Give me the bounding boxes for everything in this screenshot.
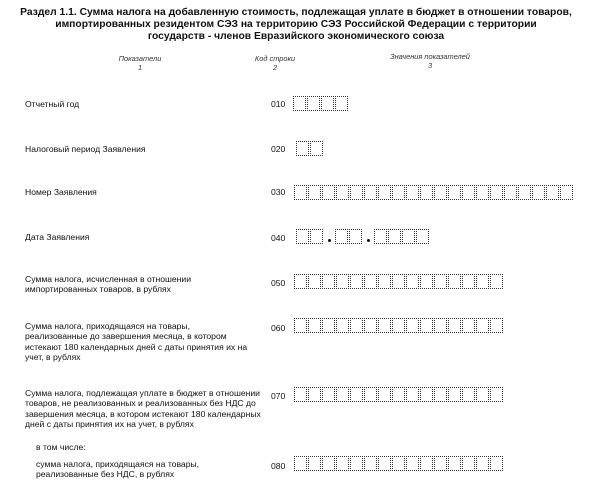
input-cell[interactable] xyxy=(308,274,321,289)
input-cell[interactable] xyxy=(336,185,349,200)
input-cell[interactable] xyxy=(308,456,321,471)
input-cell[interactable] xyxy=(490,274,503,289)
input-cell[interactable] xyxy=(364,185,377,200)
input-cell[interactable] xyxy=(406,456,419,471)
input-cell[interactable] xyxy=(490,387,503,402)
row-label-line: Номер Заявления xyxy=(25,187,97,197)
input-cell[interactable] xyxy=(335,96,348,111)
input-cell[interactable] xyxy=(546,185,559,200)
input-cell[interactable] xyxy=(476,318,489,333)
input-cell[interactable] xyxy=(378,387,391,402)
input-cell[interactable] xyxy=(364,387,377,402)
column-header-indicators xyxy=(100,54,180,72)
input-cell[interactable] xyxy=(448,387,461,402)
input-cell[interactable] xyxy=(296,141,309,156)
input-cell[interactable] xyxy=(434,387,447,402)
section-title-line-1: Раздел 1.1. Сумма налога на добавленную стоимость, подлежащая уплате в бюджет в отношении товаров, xyxy=(20,7,572,18)
row-label-tax-period xyxy=(25,144,146,154)
input-cell[interactable] xyxy=(420,274,433,289)
input-cell[interactable] xyxy=(350,387,363,402)
column-header-values xyxy=(380,52,480,70)
input-cell[interactable] xyxy=(392,318,405,333)
input-cell[interactable] xyxy=(532,185,545,200)
row-label-line: Дата Заявления xyxy=(25,232,90,242)
section-title xyxy=(0,7,592,43)
input-cell[interactable] xyxy=(364,274,377,289)
row-label-line: Сумма налога, исчисленная в отношении xyxy=(25,274,192,284)
row-label-line: дней с даты принятия их на учет, в рублях xyxy=(25,418,194,429)
input-cell[interactable] xyxy=(420,318,433,333)
row-label-line: сумма налога, приходящаяся на товары, xyxy=(36,459,200,469)
row-label-line: Сумма налога, приходящаяся на товары, xyxy=(25,321,190,331)
row-code-040: 040 xyxy=(271,233,286,243)
row-code-020: 020 xyxy=(271,144,286,154)
input-cell[interactable] xyxy=(364,318,377,333)
row-label-tax-payable xyxy=(25,388,261,429)
application-date-field[interactable] xyxy=(296,229,430,244)
input-cell[interactable] xyxy=(476,387,489,402)
input-cell[interactable] xyxy=(294,185,307,200)
input-cell[interactable] xyxy=(462,274,475,289)
input-cell[interactable] xyxy=(420,185,433,200)
row-code-030: 030 xyxy=(271,187,286,197)
input-cell[interactable] xyxy=(308,318,321,333)
input-cell-day[interactable] xyxy=(296,229,309,244)
input-cell[interactable] xyxy=(322,185,335,200)
tax-sold-without-vat-field[interactable] xyxy=(294,456,504,471)
row-label-line: истекают 180 календарных дней с даты принятия их на xyxy=(25,341,248,352)
input-cell[interactable] xyxy=(322,456,335,471)
input-cell[interactable] xyxy=(392,387,405,402)
input-cell[interactable] xyxy=(448,456,461,471)
row-label-line: импортированных товаров, в рублях xyxy=(25,284,171,295)
input-cell[interactable] xyxy=(462,456,475,471)
input-cell-year[interactable] xyxy=(402,229,415,244)
input-cell-year[interactable] xyxy=(374,229,387,244)
input-cell[interactable] xyxy=(448,185,461,200)
reporting-year-field[interactable] xyxy=(293,96,349,111)
input-cell[interactable] xyxy=(392,185,405,200)
section-title-line-2: импортированных резидентом СЭЗ на территорию СЭЗ Российской Федерации с территории xyxy=(55,19,537,30)
input-cell[interactable] xyxy=(350,318,363,333)
input-cell[interactable] xyxy=(476,456,489,471)
input-cell[interactable] xyxy=(406,185,419,200)
row-label-line: учет, в рублях xyxy=(25,351,81,362)
input-cell[interactable] xyxy=(321,96,334,111)
input-cell-month[interactable] xyxy=(349,229,362,244)
row-label-reporting-year xyxy=(25,99,79,109)
column-header-indicators-label: Показатели xyxy=(118,54,162,63)
tax-period-field[interactable] xyxy=(296,141,324,156)
input-cell[interactable] xyxy=(560,185,573,200)
tax-sold-goods-field[interactable] xyxy=(294,318,504,333)
input-cell[interactable] xyxy=(378,456,391,471)
input-cell[interactable] xyxy=(378,274,391,289)
input-cell[interactable] xyxy=(406,274,419,289)
row-code-060: 060 xyxy=(271,323,286,333)
row-label-line: реализованные без НДС, в рублях xyxy=(36,469,175,480)
row-label-application-number xyxy=(25,187,97,197)
input-cell[interactable] xyxy=(378,185,391,200)
input-cell[interactable] xyxy=(310,141,323,156)
input-cell[interactable] xyxy=(336,318,349,333)
input-cell-day[interactable] xyxy=(310,229,323,244)
column-header-indicators-number: 1 xyxy=(137,63,143,72)
input-cell[interactable] xyxy=(322,387,335,402)
input-cell[interactable] xyxy=(448,274,461,289)
input-cell-year[interactable] xyxy=(388,229,401,244)
input-cell[interactable] xyxy=(350,185,363,200)
row-label-line: завершения месяца, в котором истекают 180 календарных xyxy=(25,408,261,419)
row-code-010: 010 xyxy=(271,99,286,109)
row-label-line: Отчетный год xyxy=(25,99,80,109)
input-cell[interactable] xyxy=(434,274,447,289)
input-cell[interactable] xyxy=(448,318,461,333)
input-cell[interactable] xyxy=(294,456,307,471)
input-cell[interactable] xyxy=(462,318,475,333)
column-header-code xyxy=(245,54,305,72)
input-cell[interactable] xyxy=(308,387,321,402)
row-label-line: товаров, не реализованных и реализованных без НДС до xyxy=(25,398,256,409)
input-cell[interactable] xyxy=(434,318,447,333)
row-label-line: реализованные до завершения месяца, в котором xyxy=(25,331,227,342)
input-cell[interactable] xyxy=(504,185,517,200)
row-code-050: 050 xyxy=(271,278,286,288)
input-cell[interactable] xyxy=(490,318,503,333)
application-number-field[interactable] xyxy=(294,185,574,200)
row-label-tax-sold-without-vat xyxy=(36,459,199,480)
tax-payable-field[interactable] xyxy=(294,387,504,402)
input-cell[interactable] xyxy=(322,318,335,333)
input-cell[interactable] xyxy=(518,185,531,200)
input-cell[interactable] xyxy=(307,96,320,111)
input-cell[interactable] xyxy=(293,96,306,111)
row-code-080: 080 xyxy=(271,461,286,471)
input-cell-month[interactable] xyxy=(335,229,348,244)
column-header-code-label: Код строки xyxy=(254,54,296,63)
input-cell[interactable] xyxy=(462,387,475,402)
input-cell[interactable] xyxy=(420,387,433,402)
input-cell[interactable] xyxy=(364,456,377,471)
tax-calculated-field[interactable] xyxy=(294,274,504,289)
date-separator-dot xyxy=(324,229,335,244)
input-cell[interactable] xyxy=(434,456,447,471)
input-cell[interactable] xyxy=(336,387,349,402)
input-cell[interactable] xyxy=(476,185,489,200)
input-cell[interactable] xyxy=(392,274,405,289)
input-cell[interactable] xyxy=(294,318,307,333)
row-label-tax-sold-goods xyxy=(25,321,247,362)
row-code-070: 070 xyxy=(271,391,286,401)
input-cell[interactable] xyxy=(336,274,349,289)
input-cell[interactable] xyxy=(392,456,405,471)
input-cell-year[interactable] xyxy=(416,229,429,244)
date-separator-dot xyxy=(363,229,374,244)
input-cell[interactable] xyxy=(476,274,489,289)
input-cell[interactable] xyxy=(490,456,503,471)
row-label-line: Сумма налога, подлежащая уплате в бюджет в отношении xyxy=(25,388,260,398)
column-header-code-number: 2 xyxy=(272,63,278,72)
in-total-label: в том числе: xyxy=(36,442,86,452)
input-cell[interactable] xyxy=(322,274,335,289)
input-cell[interactable] xyxy=(406,318,419,333)
input-cell[interactable] xyxy=(308,185,321,200)
section-title-line-3: государств - членов Евразийского экономического союза xyxy=(147,31,445,42)
input-cell[interactable] xyxy=(350,274,363,289)
row-label-application-date xyxy=(25,232,89,242)
row-label-line: Налоговый период Заявления xyxy=(25,144,146,154)
input-cell[interactable] xyxy=(336,456,349,471)
input-cell[interactable] xyxy=(406,387,419,402)
input-cell[interactable] xyxy=(490,185,503,200)
column-header-values-number: 3 xyxy=(427,61,433,70)
row-label-tax-calculated xyxy=(25,274,191,295)
input-cell[interactable] xyxy=(294,387,307,402)
input-cell[interactable] xyxy=(420,456,433,471)
column-header-values-label: Значения показателей xyxy=(390,52,470,61)
input-cell[interactable] xyxy=(350,456,363,471)
input-cell[interactable] xyxy=(462,185,475,200)
input-cell[interactable] xyxy=(294,274,307,289)
input-cell[interactable] xyxy=(434,185,447,200)
input-cell[interactable] xyxy=(378,318,391,333)
